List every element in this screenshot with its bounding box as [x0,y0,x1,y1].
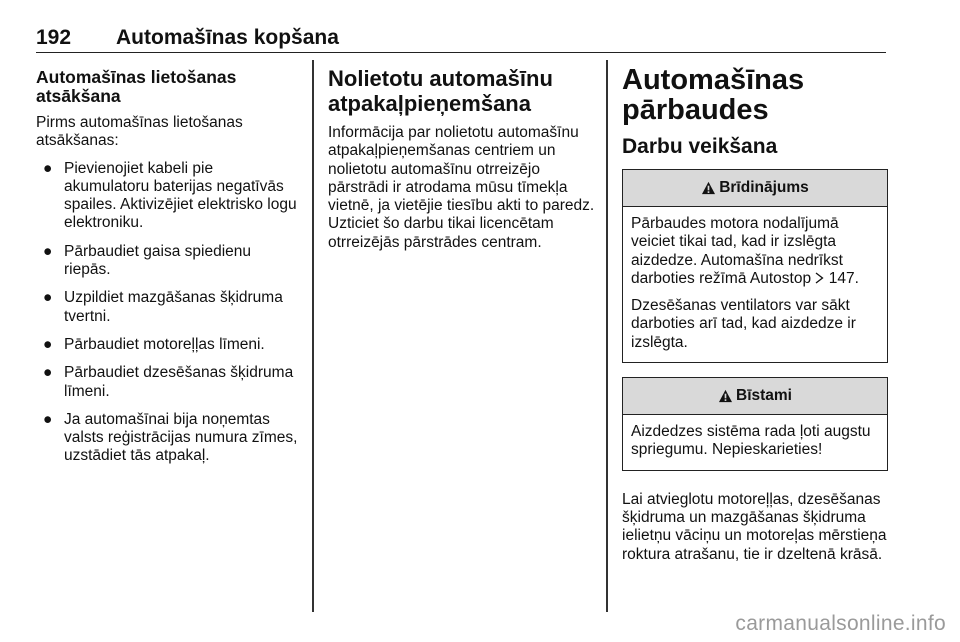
danger-text: Aizdedzes sistēma rada ļoti augstu spriegumu. Nepieskarieties! [631,423,871,459]
warning-box-header [623,170,887,207]
column-divider-2 [606,60,608,612]
warning-triangle-icon [701,181,716,195]
column-restart-vehicle [36,62,298,476]
bullet-icon: ● [43,335,53,353]
list-item: ● Uzpildiet mazgāšanas šķidruma tvertni. [43,289,283,325]
column-divider-1 [312,60,314,612]
watermark: carmanualsonline.info [735,612,946,635]
page-title: Automašīnas kopšana [116,26,339,49]
restart-intro: Pirms automašīnas lietošanas atsākšanas: [36,114,243,150]
section-heading-restart: Automašīnas lietošanas atsākšana [36,67,237,106]
bullet-icon: ● [43,159,53,177]
list-item: ● Pievienojiet kabeli pie akumulatoru baterijas negatīvās spailes. Aktivizējiet elektrisko logu elektroniku. [43,159,297,232]
list-item: ● Pārbaudiet gaisa spiedienu riepās. [43,242,251,279]
warning-text-2: Dzesēšanas ventilators var sākt darboties arī tad, kad aizdedze ir izslēgta. [631,297,856,351]
page-number: 192 [36,26,72,49]
danger-box-header [623,378,887,415]
subheading-performing-work: Darbu veikšana [622,135,778,158]
danger-box [622,377,888,471]
bullet-icon: ● [43,410,53,428]
warning-triangle-icon [718,389,733,403]
warning-box-title: Brīdinājums [719,179,809,196]
reference-arrow-icon [815,272,824,284]
bullet-icon: ● [43,242,53,260]
list-item: ● Pārbaudiet dzesēšanas šķidruma līmeni. [43,364,294,400]
list-item: ● Ja automašīnai bija noņemtas valsts reģistrācijas numura zīmes, uzstādiet tās atpakaļ. [43,410,298,465]
recycling-body: Informācija par nolietotu automašīnu atpakaļpieņemšanas centriem un nolietotu automašīnu otrreizējo pārstrādi ir atrodama mūsu tīmekļa vietnē, ja vietējie tiesību akti to paredz. Uzticiet šo darbu tikai licencētam otrreizējās pārstrādes centram. [328,124,595,251]
restart-checklist [36,160,298,466]
column-vehicle-recycling [328,62,596,261]
page-header [36,26,886,53]
bullet-icon: ● [43,364,53,382]
bullet-icon: ● [43,289,53,307]
page-reference[interactable]: 147. [828,269,859,287]
warning-box [622,169,888,363]
danger-box-title: Bīstami [736,387,792,405]
list-item: ● Pārbaudiet motoreļļas līmeni. [43,335,265,353]
closing-paragraph: Lai atvieglotu motoreļļas, dzesēšanas šķidruma un mazgāšanas šķidruma ielietņu vāciņu un motoreļas mērstieņa roktura atrašanu, tie ir dzeltenā krāsā. [622,490,887,563]
section-heading-recycling: Nolietotu automašīnu atpakaļpieņemšana [328,66,553,116]
column-vehicle-checks [622,62,888,573]
section-heading-checks: Automašīnas pārbaudes [622,64,805,126]
warning-text-1: Pārbaudes motora nodalījumā veiciet tikai tad, kad ir izslēgta aizdedze. Automašīna nedrīkst darboties režīmā Autostop 147. [631,215,859,287]
